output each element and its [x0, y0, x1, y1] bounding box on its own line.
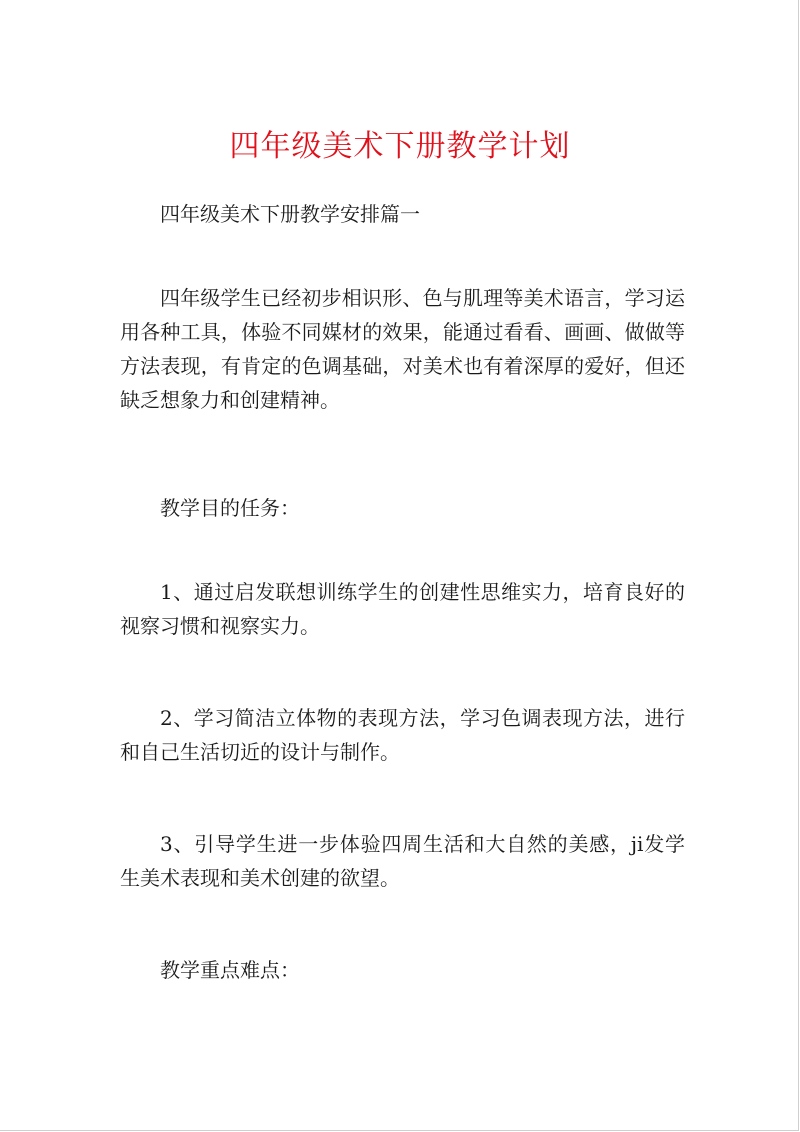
- section-heading: 四年级美术下册教学安排篇一: [160, 202, 420, 226]
- goal-item-3: 3、引导学生进一步体验四周生活和大自然的美感，ji发学生美术表现和美术创建的欲望。: [120, 832, 685, 890]
- goal-item-1: 1、通过启发联想训练学生的创建性思维实力，培育良好的视察习惯和视察实力。: [120, 580, 685, 638]
- paragraph-student-situation: 四年级学生已经初步相识形、色与肌理等美术语言，学习运用各种工具，体验不同媒材的效果，能通过看看、画画、做做等方法表现，有肯定的色调基础，对美术也有着深厚的爱好，但还缺乏想象力和创建精神。: [120, 286, 685, 412]
- goal-item-2: 2、学习简洁立体物的表现方法，学习色调表现方法，进行和自己生活切近的设计与制作。: [120, 706, 685, 764]
- document-title: 四年级美术下册教学计划: [229, 129, 571, 164]
- section-heading-goals: 教学目的任务：: [160, 496, 300, 520]
- section-heading-key-points: 教学重点难点：: [160, 958, 300, 982]
